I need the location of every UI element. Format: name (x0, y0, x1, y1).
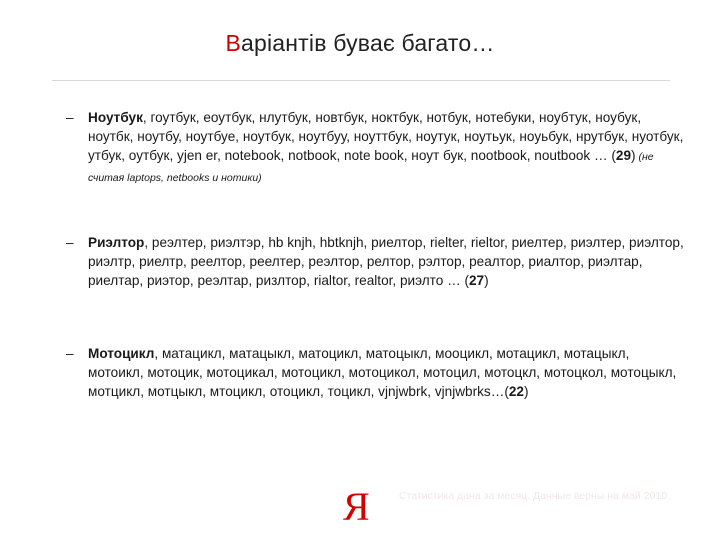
bullet-dash: – (66, 346, 74, 361)
bullet-close: ) (523, 384, 529, 399)
bullet-variants: , матацикл, матацыкл, матоцикл, матоцыкл, мооцикл, мотацикл, мотацыкл, мотоикл, мотоцик, мотоцикал, мотоцикл, мотоцикол, мотоцил, мотоцкл, мотоцкол, мотоцыкл, мотцикл, мотцыкл, мтоцикл, отоцикл, тоцикл, vjnjwbrk, vjnjwbrks…( (88, 346, 677, 399)
footer-note: Статистика дана за месяц. Данные верны на май 2010 (399, 490, 668, 502)
bullet-keyword: Ноутбук (88, 110, 143, 125)
bullet-variants: , гоутбук, еоутбук, нлутбук, новтбук, ноктбук, нотбук, нотебуки, ноубтук, ноубук, ноутбк, ноутбу, ноутбуе, ноутбук, ноутбуу, ноуттбук, ноутук, ноутьук, ноуьбук, нрутбук, нуотбук, утбук, оутбук, yjen er, notebook, notbook, note book, ноут бук, nootbook, noutbook … ( (88, 110, 684, 163)
bullet-motorcycle (66, 344, 686, 401)
bullet-count: 29 (615, 148, 632, 163)
bullet-text (88, 108, 686, 188)
bullet-realtor (66, 233, 686, 290)
bullet-dash: – (66, 235, 74, 250)
page-title (0, 30, 720, 57)
title-rest: аріантів буває багато… (240, 30, 495, 56)
bullet-note: (не считая laptops, netbooks и нотики) (88, 151, 654, 184)
bullet-keyword: Риэлтор (88, 235, 145, 250)
title-divider (52, 80, 670, 81)
bullet-count: 22 (508, 384, 524, 399)
bullet-text (88, 344, 686, 401)
yandex-logo: Я (343, 484, 370, 529)
bullet-close: ) (631, 148, 636, 163)
bullet-dash: – (66, 110, 74, 125)
bullet-keyword: Мотоцикл (88, 346, 155, 361)
title-first-letter: В (225, 30, 241, 56)
bullet-close: ) (484, 273, 489, 288)
bullet-variants: , реэлтер, риэлтэр, hb knjh, hbtknjh, риелтор, rielter, rieltor, риелтер, риэлтер, риэлтор, риэлтр, риелтр, реелтор, реелтер, реэлтор, релтор, рэлтор, реалтор, риалтор, риэлтар, риелтар, риэтор, реэлтар, ризлтор, rialtor, realtor, риэлто … ( (88, 235, 684, 288)
bullet-notebook (66, 108, 686, 188)
bullet-count: 27 (469, 273, 485, 288)
bullet-text (88, 233, 686, 290)
